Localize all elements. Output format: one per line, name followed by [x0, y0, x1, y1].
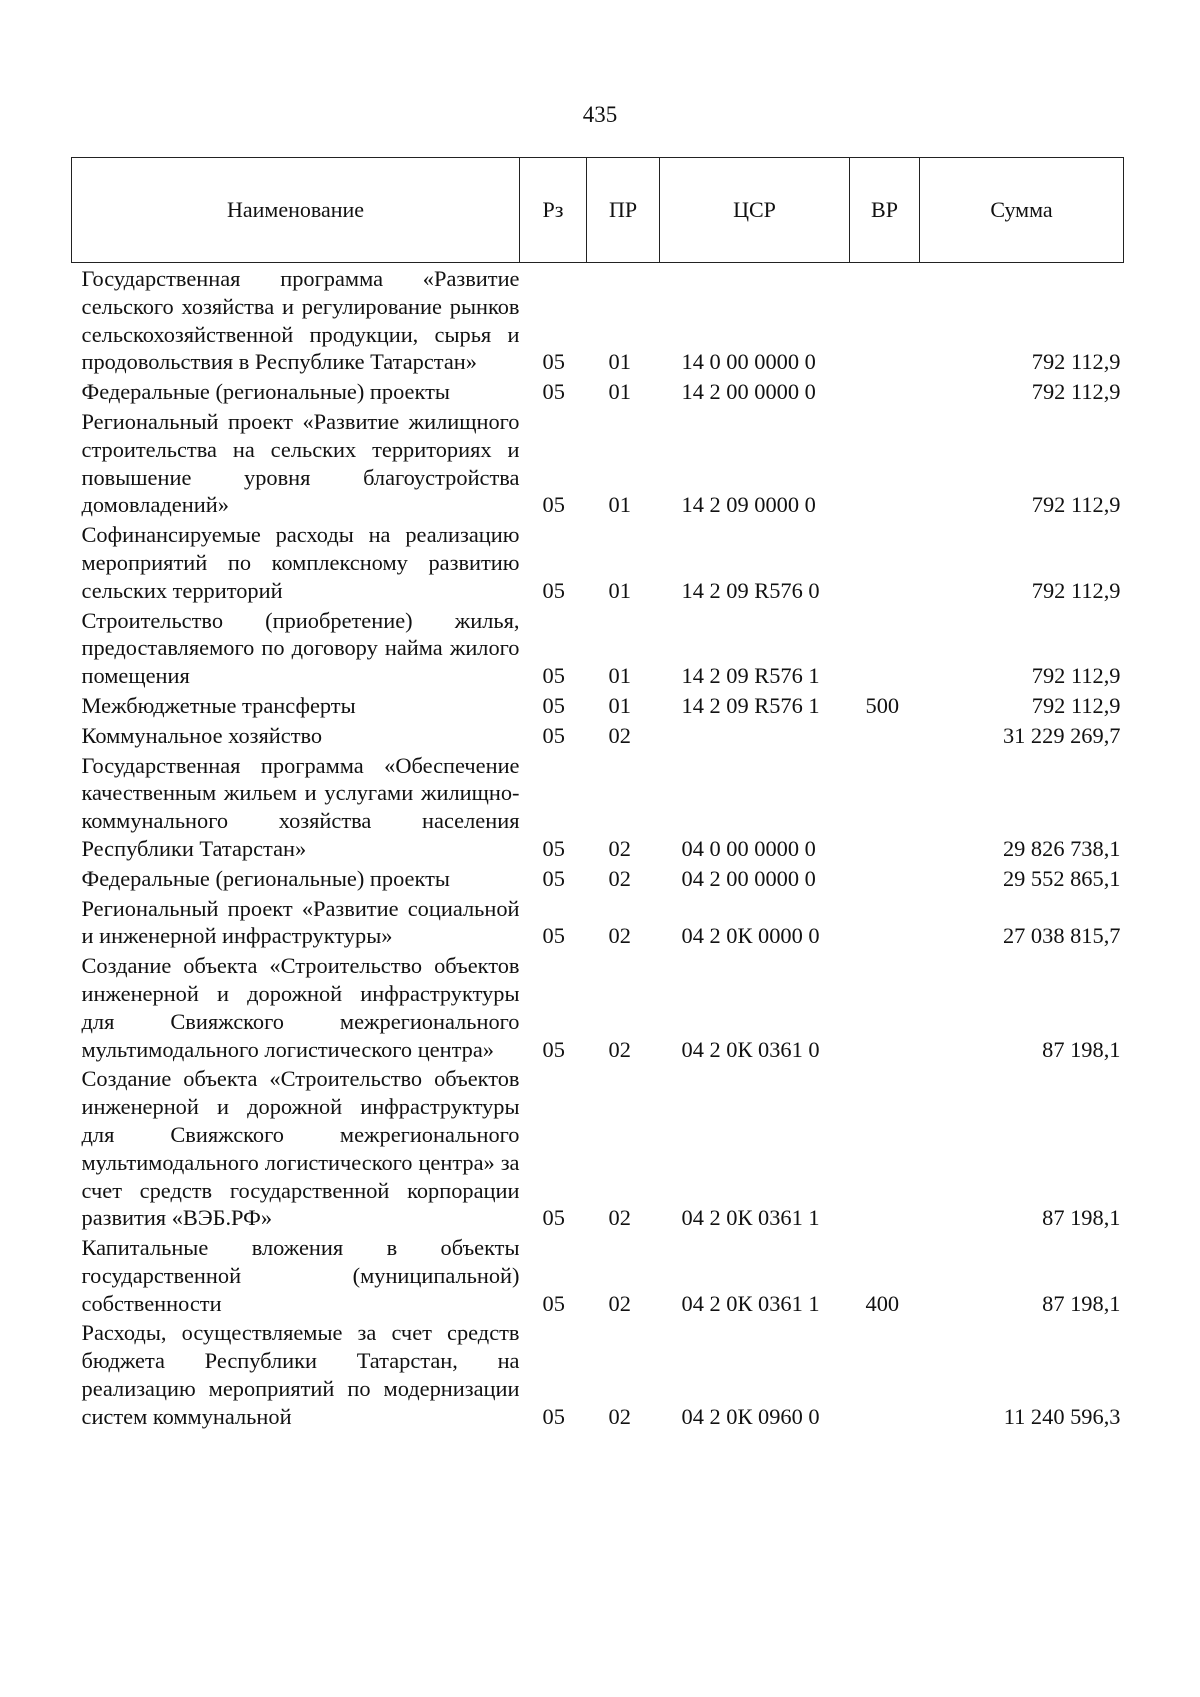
- row-rz: 05: [542, 349, 565, 375]
- table-row: [72, 1063, 1124, 1232]
- row-csr: 04 2 0К 0960 0: [681, 1403, 820, 1429]
- table-row: [72, 406, 1124, 519]
- row-csr: [660, 720, 850, 750]
- row-name: Создание объекта «Строительство объектов инженерной и дорожной инфраструктуры для Свияжского межрегионального мультимодального логистического центра»: [81, 953, 520, 1062]
- row-sum: 792 112,9: [1031, 349, 1121, 375]
- header-vr: ВР: [850, 158, 920, 263]
- row-name: Софинансируемые расходы на реализацию мероприятий по комплексному развитию сельских территорий: [81, 522, 520, 603]
- row-vr: 500: [865, 692, 900, 718]
- row-name: Региональный проект «Развитие жилищного строительства на сельских территориях и повышение уровня благоустройства домовладений»: [81, 408, 520, 518]
- budget-table: [71, 157, 1124, 1431]
- row-sum: 792 112,9: [1031, 692, 1121, 718]
- row-rz: 05: [542, 577, 565, 603]
- row-pr: 02: [608, 835, 631, 861]
- table-row: [72, 376, 1124, 406]
- row-name: Коммунальное хозяйство: [81, 722, 323, 748]
- table-row: [72, 950, 1124, 1063]
- row-vr: [850, 1063, 920, 1232]
- row-pr: 01: [608, 663, 631, 689]
- row-sum: 11 240 596,3: [1003, 1403, 1121, 1429]
- row-sum: 87 198,1: [1042, 1036, 1121, 1062]
- table-row: [72, 1317, 1124, 1430]
- row-rz: 05: [542, 663, 565, 689]
- table-row: [72, 750, 1124, 863]
- row-rz: 05: [542, 923, 565, 949]
- row-sum: 792 112,9: [1031, 492, 1121, 518]
- row-csr: 14 2 00 0000 0: [681, 379, 816, 405]
- row-vr: [850, 950, 920, 1063]
- row-rz: 05: [542, 492, 565, 518]
- row-sum: 27 038 815,7: [1002, 923, 1121, 949]
- row-sum: 792 112,9: [1031, 379, 1121, 405]
- row-rz: 05: [542, 1403, 565, 1429]
- header-rz: Рз: [520, 158, 587, 263]
- table-body: [72, 263, 1124, 1431]
- row-vr: 400: [865, 1290, 900, 1316]
- row-name: Межбюджетные трансферты: [81, 692, 356, 718]
- row-rz: 05: [542, 692, 565, 718]
- table-row: [72, 263, 1124, 377]
- row-sum: 87 198,1: [1042, 1290, 1121, 1316]
- row-name: Государственная программа «Обеспечение качественным жильем и услугами жилищно-коммунального хозяйства населения Республики Татарстан»: [81, 752, 520, 861]
- page-number: 435: [582, 102, 618, 127]
- row-csr: 04 2 0К 0000 0: [681, 923, 820, 949]
- table-row: [72, 863, 1124, 893]
- row-name: Расходы, осуществляемые за счет средств бюджета Республики Татарстан, на реализацию мероприятий по модернизации систем коммунальной: [81, 1320, 520, 1429]
- row-pr: 01: [608, 349, 631, 375]
- row-csr: 04 2 0К 0361 0: [681, 1036, 820, 1062]
- table-row: [72, 519, 1124, 604]
- row-vr: [850, 893, 920, 951]
- row-csr: 04 2 0К 0361 1: [681, 1290, 820, 1316]
- row-sum: 87 198,1: [1042, 1205, 1121, 1231]
- row-vr: [850, 720, 920, 750]
- row-sum: 29 552 865,1: [1002, 865, 1121, 891]
- row-rz: 05: [542, 379, 565, 405]
- row-pr: 02: [608, 1205, 631, 1231]
- row-rz: 05: [542, 1205, 565, 1231]
- row-sum: 29 826 738,1: [1002, 835, 1121, 861]
- row-pr: 01: [608, 492, 631, 518]
- row-pr: 02: [608, 923, 631, 949]
- row-vr: [850, 519, 920, 604]
- row-csr: 04 0 00 0000 0: [681, 835, 816, 861]
- row-name: Федеральные (региональные) проекты: [81, 379, 450, 405]
- row-vr: [850, 406, 920, 519]
- table-row: [72, 1232, 1124, 1317]
- row-sum: 792 112,9: [1031, 663, 1121, 689]
- row-csr: 04 2 00 0000 0: [681, 865, 816, 891]
- row-pr: 02: [608, 1290, 631, 1316]
- row-vr: [850, 863, 920, 893]
- row-vr: [850, 376, 920, 406]
- row-rz: 05: [542, 1290, 565, 1316]
- row-vr: [850, 263, 920, 377]
- row-name: Федеральные (региональные) проекты: [81, 865, 450, 891]
- header-csr: ЦСР: [660, 158, 850, 263]
- header-name: Наименование: [72, 158, 520, 263]
- row-pr: 02: [608, 1036, 631, 1062]
- row-pr: 01: [608, 692, 631, 718]
- row-csr: 14 2 09 0000 0: [681, 492, 816, 518]
- row-csr: 14 2 09 R576 1: [681, 663, 820, 689]
- header-sum: Сумма: [920, 158, 1124, 263]
- row-pr: 01: [608, 577, 631, 603]
- table-header: [72, 158, 1124, 263]
- row-vr: [850, 750, 920, 863]
- row-csr: 14 2 09 R576 0: [681, 577, 820, 603]
- row-name: Региональный проект «Развитие социальной и инженерной инфраструктуры»: [81, 895, 520, 949]
- table-row: [72, 605, 1124, 690]
- row-vr: [850, 605, 920, 690]
- row-name: Государственная программа «Развитие сельского хозяйства и регулирование рынков сельскохозяйственной продукции, сырья и продовольствия в Республике Татарстан»: [81, 266, 520, 375]
- row-vr: [850, 1317, 920, 1430]
- row-csr: 04 2 0К 0361 1: [681, 1205, 820, 1231]
- row-rz: 05: [542, 1036, 565, 1062]
- table-row: [72, 690, 1124, 720]
- row-rz: 05: [542, 865, 565, 891]
- row-sum: 792 112,9: [1031, 577, 1121, 603]
- row-name: Строительство (приобретение) жилья, предоставляемого по договору найма жилого помещения: [81, 607, 520, 689]
- row-sum: 31 229 269,7: [1002, 722, 1121, 748]
- row-name: Создание объекта «Строительство объектов инженерной и дорожной инфраструктуры для Свияжского межрегионального мультимодального логистического центра» за счет средств государственной корпорации развития «ВЭБ.РФ»: [81, 1066, 520, 1231]
- row-pr: 02: [608, 722, 631, 748]
- row-pr: 02: [608, 1403, 631, 1429]
- row-csr: 14 2 09 R576 1: [681, 692, 820, 718]
- table-row: [72, 893, 1124, 951]
- row-csr: 14 0 00 0000 0: [681, 349, 816, 375]
- row-pr: 02: [608, 865, 631, 891]
- row-rz: 05: [542, 835, 565, 861]
- header-pr: ПР: [587, 158, 660, 263]
- table-row: [72, 720, 1124, 750]
- row-pr: 01: [608, 379, 631, 405]
- header-row: [72, 158, 1124, 263]
- row-name: Капитальные вложения в объекты государственной (муниципальной) собственности: [81, 1235, 520, 1316]
- row-rz: 05: [542, 722, 565, 748]
